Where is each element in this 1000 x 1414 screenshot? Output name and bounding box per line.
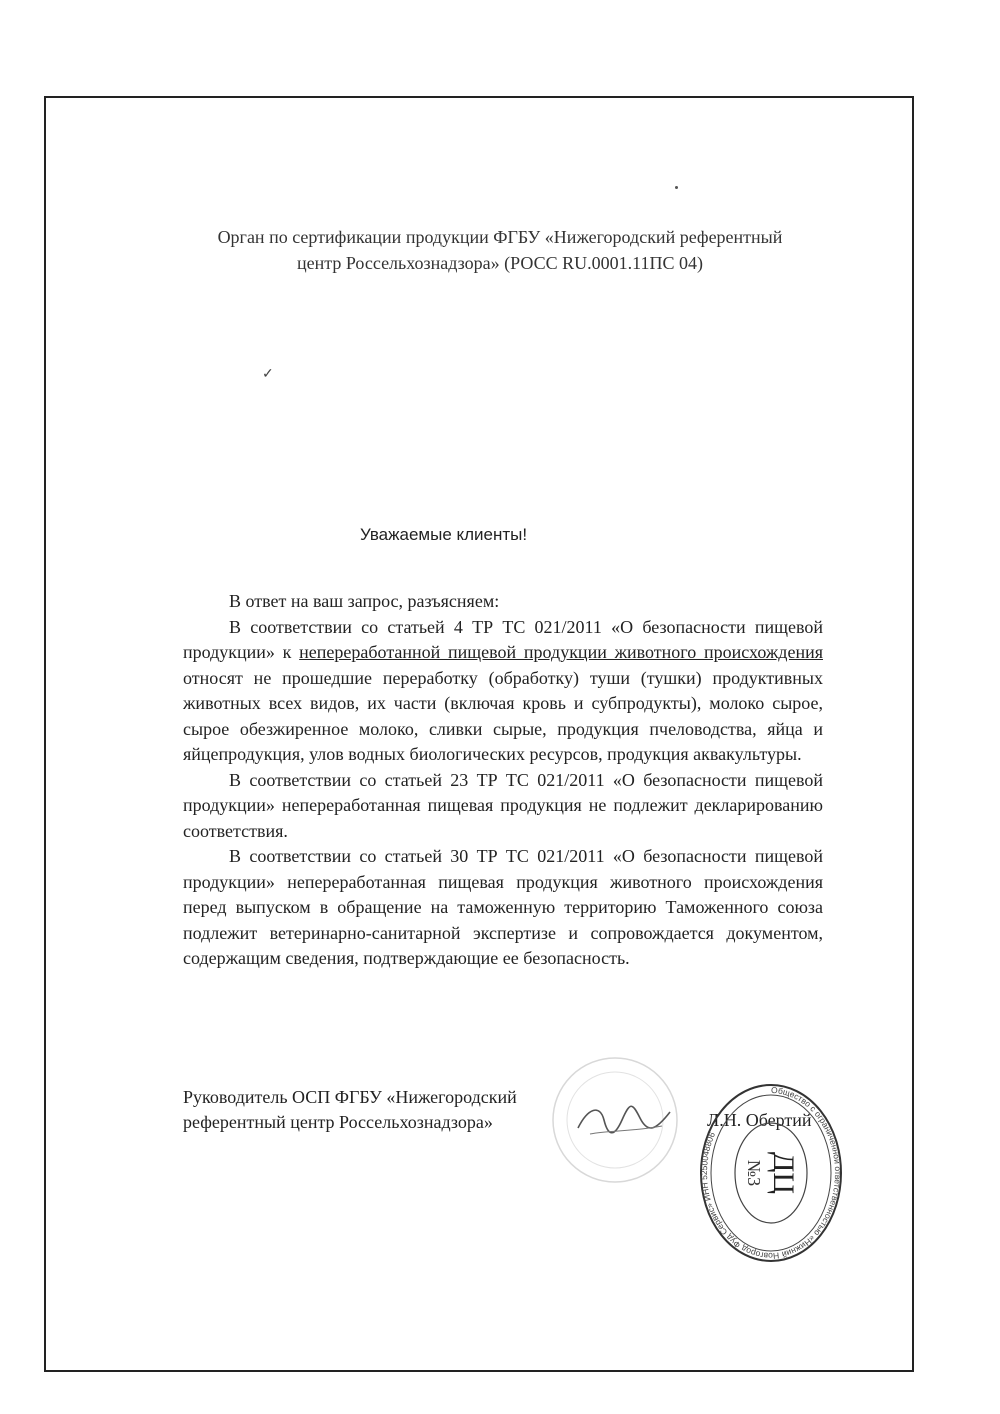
header-line-2: центр Россельхознадзора» (РОСС RU.0001.11ПС 04) [297,253,703,273]
greeting: Уважаемые клиенты! [360,525,528,544]
scan-speck [675,186,678,189]
signatory-title-line-1: Руководитель ОСП ФГБУ «Нижегородский [183,1087,517,1107]
paragraph-article-23: В соответствии со статьей 23 ТР ТС 021/2011 «О безопасности пищевой продукции» непереработанная пищевая продукция не подлежит декларированию соответствия. [183,769,823,841]
document-header [120,224,880,276]
handwritten-signature [570,1090,680,1150]
signer-name: Л.Н. Обертий [707,1110,812,1130]
signatory-title-line-2: референтный центр Россельхознадзора» [183,1112,493,1132]
stamp-center-text: ДЦ [767,1151,800,1195]
stamp-ring-text: Общество с ограниченной ответственностью «Нижний Новгород Фуд Сервис» ИНН 5250048806 [698,1084,844,1262]
header-line-1: Орган по сертификации продукции ФГБУ «Нижегородский референтный [217,227,783,247]
stray-pen-mark: ✓ [262,367,274,382]
paragraph-intro: В ответ на ваш запрос, разъясняем: [229,591,500,611]
company-stamp [696,1078,846,1268]
paragraph-article-30: В соответствии со статьей 30 ТР ТС 021/2011 «О безопасности пищевой продукции» непереработанная пищевая продукция животного происхождения перед выпуском в обращение на таможенную территорию Таможенного союза подлежит ветеринарно-санитарной экспертизе и сопровождается документом, содержащим сведения, подтверждающие ее безопасность. [183,846,823,968]
paragraph-article-4-start: В соответствии со статьей 4 ТР ТС 021/2011 «О безопасности пищевой продукции» к [183,616,823,662]
letter-body [183,589,823,972]
stamp-number: №3 [744,1159,764,1187]
signatory-title [183,1085,517,1135]
paragraph-article-4 [183,615,823,768]
underlined-term: непереработанной пищевой продукции животного происхождения [299,642,823,662]
paragraph-article-4-end: относят не прошедшие переработку (обработку) туши (тушки) продуктивных животных всех видов, их части (включая кровь и субпродукты), молоко сырое, сырое обезжиренное молоко, сливки сырые, продукция пчеловодства, яйца и яйцепродукция, улов водных биологических ресурсов, продукция аквакультуры. [183,667,823,764]
